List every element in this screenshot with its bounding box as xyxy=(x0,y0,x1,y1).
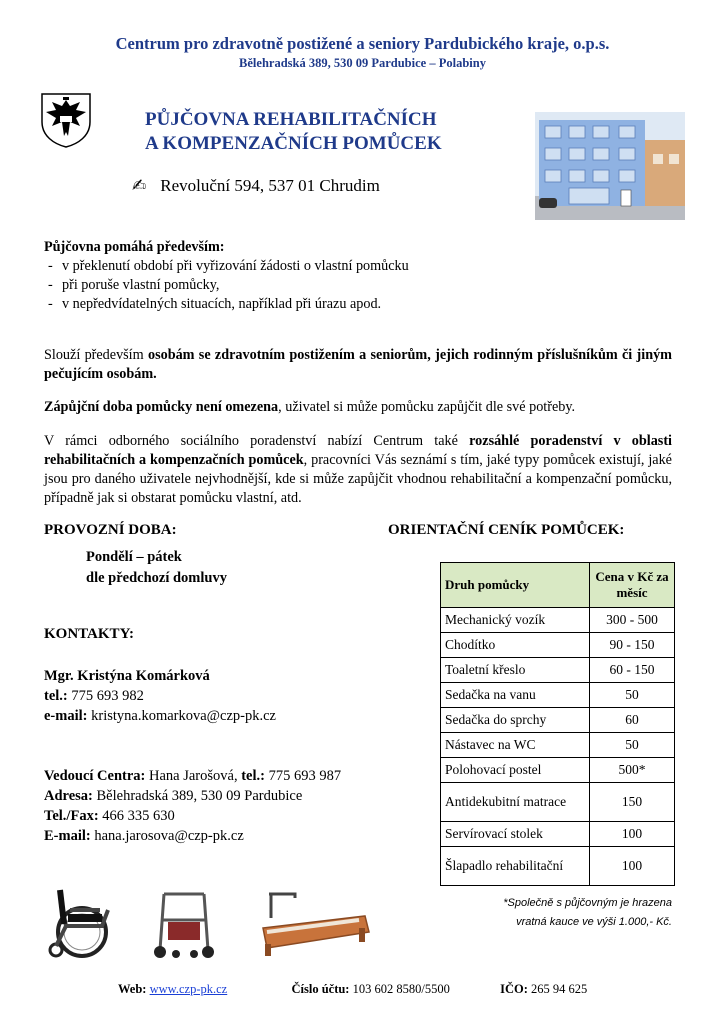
paragraph-bold-text: osobám se zdravotním postižením a seniorům, jejich rodinným příslušníkům či jiným pečujícím osobám. xyxy=(44,347,672,382)
item-cell: Polohovací postel xyxy=(441,758,590,783)
target-group-paragraph xyxy=(44,346,672,384)
price-cell: 90 - 150 xyxy=(590,633,675,658)
price-cell: 300 - 500 xyxy=(590,608,675,633)
item-cell: Sedačka na vanu xyxy=(441,683,590,708)
price-list-heading: ORIENTAČNÍ CENÍK POMŮCEK: xyxy=(388,522,625,538)
email-label: e-mail: xyxy=(44,708,88,724)
phone-number[interactable]: 775 693 987 xyxy=(264,768,342,784)
opening-note: dle předchozí domluvy xyxy=(86,570,227,586)
item-cell: Antidekubitní matrace xyxy=(441,783,590,822)
list-item: - v překlenutí období při vyřizování žádosti o vlastní pomůcku xyxy=(44,257,684,276)
price-cell: 150 xyxy=(590,783,675,822)
opening-hours xyxy=(86,547,227,589)
price-cell: 50 xyxy=(590,733,675,758)
center-contact xyxy=(44,766,341,846)
intro-list xyxy=(44,257,684,314)
address-value: Bělehradská 389, 530 09 Pardubice xyxy=(92,788,303,804)
price-cell: 60 - 150 xyxy=(590,658,675,683)
fax-label: Tel./Fax: xyxy=(44,808,99,824)
rollator-photo xyxy=(150,884,218,960)
list-item: - při poruše vlastní pomůcky, xyxy=(44,276,684,295)
page-title xyxy=(145,108,442,156)
phone-number[interactable]: 775 693 982 xyxy=(67,688,144,704)
address-label: Adresa: xyxy=(44,788,93,804)
email-label: E-mail: xyxy=(44,828,91,844)
table-row xyxy=(441,683,675,708)
item-cell: Nástavec na WC xyxy=(441,733,590,758)
account-number: 103 602 8580/5500 xyxy=(349,982,450,996)
account-label: Číslo účtu: xyxy=(291,982,350,996)
price-cell: 50 xyxy=(590,683,675,708)
table-row xyxy=(441,658,675,683)
list-item: - v nepředvídatelných situacích, například při úrazu apod. xyxy=(44,295,684,314)
table-row xyxy=(441,758,675,783)
item-cell: Sedačka do sprchy xyxy=(441,708,590,733)
price-cell: 100 xyxy=(590,822,675,847)
ico-number: 265 94 625 xyxy=(527,982,588,996)
item-cell: Servírovací stolek xyxy=(441,822,590,847)
note-line: vratná kauce ve výši 1.000,- Kč. xyxy=(516,916,672,928)
table-header-row xyxy=(441,563,675,608)
table-row xyxy=(441,822,675,847)
fax-number[interactable]: 466 335 630 xyxy=(98,808,175,824)
price-cell: 500* xyxy=(590,758,675,783)
title-line-1: PŮJČOVNA REHABILITAČNÍCH xyxy=(145,109,437,130)
paragraph-bold-text: rozsáhlé poradenství v oblasti rehabilitačních a kompenzačních pomůcek xyxy=(44,433,672,468)
phone-label: tel.: xyxy=(241,768,265,784)
item-cell: Šlapadlo rehabilitační xyxy=(441,847,590,886)
table-row xyxy=(441,633,675,658)
paragraph-text: , uživatel si může pomůcku zapůjčit dle své potřeby. xyxy=(278,399,576,415)
footer xyxy=(118,982,587,997)
table-row xyxy=(441,783,675,822)
paragraph-text: Slouží především xyxy=(44,347,148,363)
branch-address: Revoluční 594, 537 01 Chrudim xyxy=(160,176,380,195)
table-row xyxy=(441,847,675,886)
table-row xyxy=(441,608,675,633)
building-photo xyxy=(535,112,685,220)
loan-period-paragraph xyxy=(44,398,672,417)
price-cell: 100 xyxy=(590,847,675,886)
paragraph-bold-text: Zápůjční doba pomůcky není omezena xyxy=(44,399,279,415)
organization-name: Centrum pro zdravotně postižené a seniory Pardubického kraje, o.p.s. xyxy=(115,34,610,53)
paragraph-text: , pracovníci Vás seznámí s tím, jaké typy pomůcek existují, jaké jsou pro daného uživatele nejvhodnější, kde si může zapůjčit vhodnou rehabilitační a kompenzační pomůcku, případně jak si obstarat pomůcku vlastní, atd. xyxy=(44,452,672,506)
intro-heading: Půjčovna pomáhá především: xyxy=(44,239,225,255)
email-address[interactable]: hana.jarosova@czp-pk.cz xyxy=(90,828,244,844)
head-label: Vedoucí Centra: xyxy=(44,768,146,784)
intro-section xyxy=(44,238,684,314)
contact-person xyxy=(44,666,276,726)
ico-label: IČO: xyxy=(500,982,528,996)
column-header-price: Cena v Kč za měsíc xyxy=(590,563,675,608)
web-link[interactable]: www.czp-pk.cz xyxy=(149,982,228,996)
price-table xyxy=(440,562,675,886)
note-line: *Společně s půjčovným je hrazena xyxy=(503,897,672,909)
price-table-body xyxy=(441,608,675,886)
organization-address: Bělehradská 389, 530 09 Pardubice – Polabiny xyxy=(239,56,486,70)
branch-location xyxy=(132,176,380,196)
head-name: Hana Jarošová, xyxy=(145,768,242,784)
contacts-heading: KONTAKTY: xyxy=(44,626,135,642)
price-cell: 60 xyxy=(590,708,675,733)
deposit-note xyxy=(452,894,672,932)
item-cell: Chodítko xyxy=(441,633,590,658)
title-line-2: A KOMPENZAČNÍCH POMŮCEK xyxy=(145,133,442,154)
counseling-paragraph xyxy=(44,432,672,508)
email-address[interactable]: kristyna.komarkova@czp-pk.cz xyxy=(87,708,276,724)
adjustable-bed-photo xyxy=(255,888,373,960)
opening-days: Pondělí – pátek xyxy=(86,549,182,565)
opening-hours-heading: PROVOZNÍ DOBA: xyxy=(44,522,177,538)
paragraph-text: V rámci odborného sociálního poradenství nabízí Centrum také xyxy=(44,433,470,449)
web-label: Web: xyxy=(118,982,147,996)
writing-hand-icon: ✍ xyxy=(132,176,147,196)
table-row xyxy=(441,708,675,733)
wheelchair-photo xyxy=(40,880,126,960)
phone-label: tel.: xyxy=(44,688,68,704)
item-cell: Toaletní křeslo xyxy=(441,658,590,683)
item-cell: Mechanický vozík xyxy=(441,608,590,633)
column-header-item: Druh pomůcky xyxy=(441,563,590,608)
table-row xyxy=(441,733,675,758)
coat-of-arms-icon xyxy=(40,92,92,148)
contact-name: Mgr. Kristýna Komárková xyxy=(44,668,210,684)
